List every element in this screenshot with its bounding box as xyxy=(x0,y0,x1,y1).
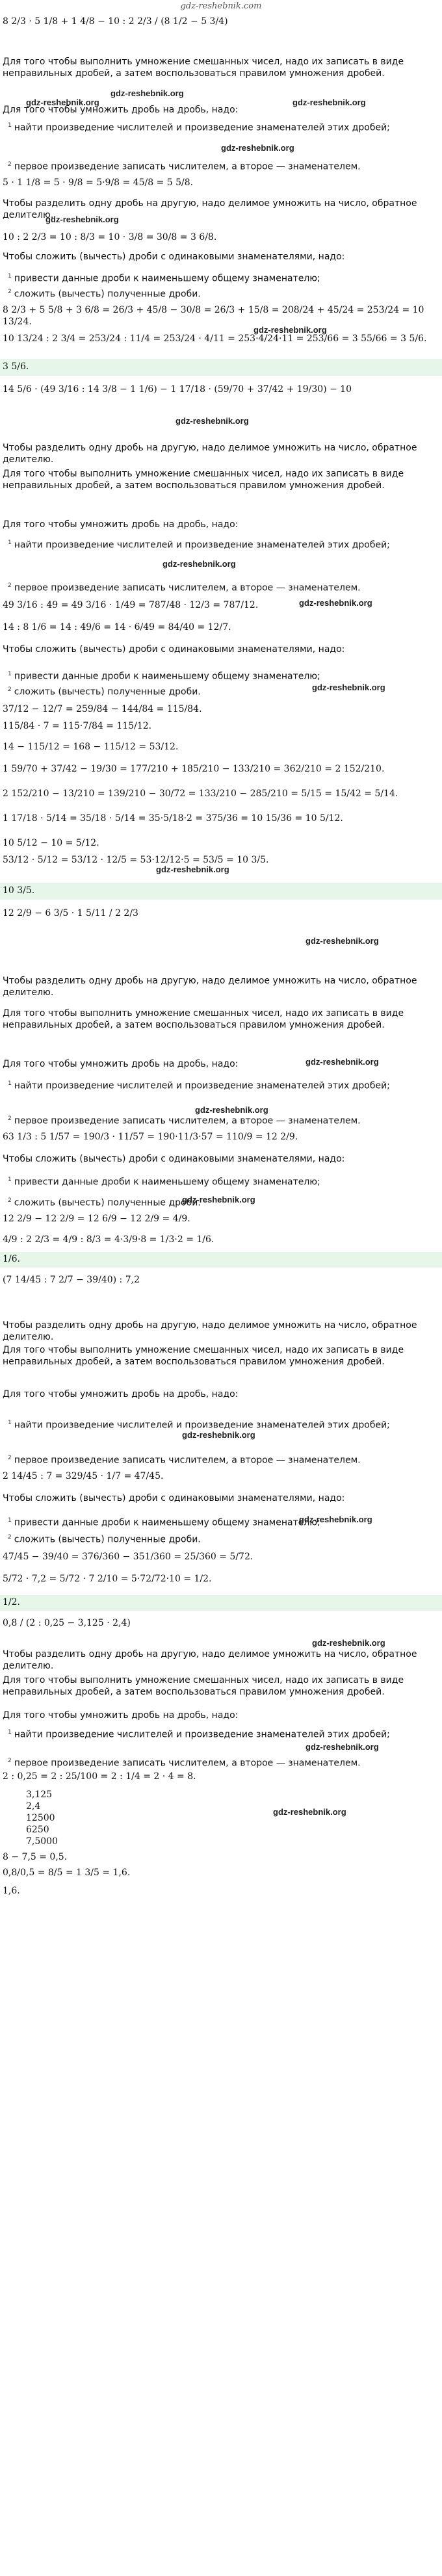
watermark: gdz-reshebnik.org xyxy=(182,1430,255,1440)
watermark: gdz-reshebnik.org xyxy=(273,1807,346,1817)
theory-multiply-intro: Для того чтобы умножить дробь на дробь, надо: xyxy=(3,105,239,115)
theory-mixed-2: Для того чтобы выполнить умножение смешанных чисел, надо их записать в виде неправильных дробей, а затем воспользоваться правилом умножения дробей. xyxy=(3,469,404,491)
theory-multiply-intro-2: Для того чтобы умножить дробь на дробь, надо: xyxy=(3,519,239,530)
task4-answer: 1/2. xyxy=(3,1597,20,1607)
add-step2-text-2: сложить (вычесть) полученные дроби. xyxy=(14,686,201,697)
task5-answer: 1,6. xyxy=(3,1886,20,1896)
multiply-step2-text: первое произведение записать числителем, а второе — знаменателем. xyxy=(14,161,361,172)
task1-answer-highlight xyxy=(0,359,442,376)
task2-step-d: 115/84 · 7 = 115·7/84 = 115/12. xyxy=(3,721,152,731)
add-step2-text: сложить (вычесть) полученные дроби. xyxy=(14,289,201,300)
watermark: gdz-reshebnik.org xyxy=(221,143,294,153)
task2-answer-highlight xyxy=(0,883,442,900)
watermark: gdz-reshebnik.org xyxy=(299,1515,372,1524)
task1-step-b: 10 : 2 2/3 = 10 : 8/3 = 10 · 3/8 = 30/8 = 3 6/8. xyxy=(3,232,217,242)
add-step1-text-3: привести данные дроби к наименьшему общему знаменателю; xyxy=(14,1177,320,1188)
task4-step-a: 2 14/45 : 7 = 329/45 · 1/7 = 47/45. xyxy=(3,1471,164,1481)
task4-expression: (7 14/45 : 7 2/7 − 39/40) : 7,2 xyxy=(3,1275,140,1285)
theory-mixed: Для того чтобы выполнить умножение смешанных чисел, надо их записать в виде неправильных дробей, а затем воспользоваться правилом умножения дробей. xyxy=(3,57,404,79)
watermark: gdz-reshebnik.org xyxy=(306,936,379,946)
watermark: gdz-reshebnik.org xyxy=(306,1057,379,1067)
theory-divide-2: Чтобы разделить одну дробь на другую, надо делимое умножить на число, обратное делителю. xyxy=(3,443,417,465)
watermark: gdz-reshebnik.org xyxy=(162,559,236,569)
task3-answer: 1/6. xyxy=(3,1254,20,1264)
task2-step-b: 14 : 8 1/6 = 14 : 49/6 = 14 · 6/49 = 84/40 = 12/7. xyxy=(3,622,231,632)
watermark: gdz-reshebnik.org xyxy=(292,98,366,107)
theory-divide-3: Чтобы разделить одну дробь на другую, надо делимое умножить на число, обратное делителю. xyxy=(3,976,417,998)
task5-mult-line5: 7,5000 xyxy=(26,1836,58,1847)
multiply-step2-2: $^2$ первое произведение записать числителем, а второе — знаменателем. xyxy=(8,582,361,593)
task2-step-e: 14 − 115/12 = 168 − 115/12 = 53/12. xyxy=(3,742,179,752)
watermark: gdz-reshebnik.org xyxy=(182,1195,255,1204)
watermark: gdz-reshebnik.org xyxy=(26,98,99,107)
add-step1-4: $^1$ привести данные дроби к наименьшему общему знаменателю; xyxy=(8,1517,320,1528)
theory-mixed-4: Для того чтобы выполнить умножение смешанных чисел, надо их записать в виде неправильных дробей, а затем воспользоваться правилом умножения дробей. xyxy=(3,1345,404,1367)
task2-step-g: 2 152/210 − 13/210 = 139/210 − 30/72 = 133/210 − 285/210 = 5/15 = 15/42 = 5/14. xyxy=(3,788,398,799)
watermark: gdz-reshebnik.org xyxy=(312,1638,385,1648)
multiply-step1-5: $^1$ найти произведение числителей и произведение знаменателей этих дробей; xyxy=(8,1729,390,1740)
task2-expression: 14 5/6 · (49 3/16 : 14 3/8 − 1 1/6) − 1 17/18 · (59/70 + 37/42 + 19/30) − 10 xyxy=(3,384,352,395)
add-step2-4: $^2$ сложить (вычесть) полученные дроби. xyxy=(8,1534,201,1545)
theory-multiply-intro-3: Для того чтобы умножить дробь на дробь, надо: xyxy=(3,1059,239,1069)
task4-step-c: 5/72 · 7,2 = 5/72 · 7 2/10 = 5·72/72·10 = 1/2. xyxy=(3,1574,212,1584)
multiply-step1-text-3: найти произведение числителей и произведение знаменателей этих дробей; xyxy=(14,1080,390,1091)
site-name[interactable]: gdz-reshebnik.com xyxy=(180,1,262,11)
task5-mult-line3: 12500 xyxy=(26,1813,55,1823)
add-step1: $^1$ привести данные дроби к наименьшему общему знаменателю; xyxy=(8,273,320,284)
page-header xyxy=(0,0,442,13)
add-step1-text-4: привести данные дроби к наименьшему общему знаменателю; xyxy=(14,1517,320,1528)
task5-mult-line1: 3,125 xyxy=(26,1789,53,1800)
task2-step-h: 1 17/18 · 5/14 = 35/18 · 5/14 = 35·5/18·2 = 375/36 = 10 15/36 = 10 5/12. xyxy=(3,813,343,824)
add-step2-3: $^2$ сложить (вычесть) полученные дроби. xyxy=(8,1197,201,1208)
task1-expression: 8 2/3 · 5 1/8 + 1 4/8 − 10 : 2 2/3 / (8 1/2 − 5 3/4) xyxy=(3,16,228,27)
task3-step-a: 63 1/3 : 5 1/57 = 190/3 · 11/57 = 190·11/3·57 = 110/9 = 12 2/9. xyxy=(3,1132,298,1142)
theory-divide-4: Чтобы разделить одну дробь на другую, надо делимое умножить на число, обратное делителю. xyxy=(3,1320,417,1342)
watermark: gdz-reshebnik.org xyxy=(46,215,119,224)
task2-step-i: 10 5/12 − 10 = 5/12. xyxy=(3,838,99,848)
watermark: gdz-reshebnik.org xyxy=(312,683,385,692)
add-step2: $^2$ сложить (вычесть) полученные дроби. xyxy=(8,289,201,300)
theory-multiply-intro-5: Для того чтобы умножить дробь на дробь, надо: xyxy=(3,1710,239,1721)
task5-step-a: 2 : 0,25 = 2 : 25/100 = 2 : 1/4 = 2 · 4 = 8. xyxy=(3,1771,196,1782)
theory-add-intro-2: Чтобы сложить (вычесть) дроби с одинаковыми знаменателями, надо: xyxy=(3,644,345,655)
multiply-step1-text-4: найти произведение числителей и произведение знаменателей этих дробей; xyxy=(14,1420,390,1431)
task2-answer: 10 3/5. xyxy=(3,885,35,896)
multiply-step1-text-2: найти произведение числителей и произведение знаменателей этих дробей; xyxy=(14,540,390,551)
theory-add-intro-3: Чтобы сложить (вычесть) дроби с одинаковыми знаменателями, надо: xyxy=(3,1154,345,1164)
task5-mult-line4: 6250 xyxy=(26,1825,49,1835)
task5-step-c: 0,8/0,5 = 8/5 = 1 3/5 = 1,6. xyxy=(3,1867,131,1878)
theory-add-intro-4: Чтобы сложить (вычесть) дроби с одинаковыми знаменателями, надо: xyxy=(3,1493,345,1503)
task2-step-j: 53/12 · 5/12 = 53/12 · 12/5 = 53·12/12·5 = 53/5 = 10 3/5. xyxy=(3,855,269,865)
multiply-step2-text-4: первое произведение записать числителем, а второе — знаменателем. xyxy=(14,1455,361,1466)
task5-step-b: 8 − 7,5 = 0,5. xyxy=(3,1852,68,1862)
task1-step-c: 8 2/3 + 5 5/8 + 3 6/8 = 26/3 + 45/8 − 30/8 = 26/3 + 15/8 = 208/24 + 45/24 = 253/24 = 10 13/24. xyxy=(3,305,424,327)
task4-answer-highlight xyxy=(0,1595,442,1611)
task2-step-a: 49 3/16 : 49 = 49 3/16 · 1/49 = 787/48 · 12/3 = 787/12. xyxy=(3,600,259,610)
watermark: gdz-reshebnik.org xyxy=(110,88,184,98)
task2-step-c: 37/12 − 12/7 = 259/84 − 144/84 = 115/84. xyxy=(3,704,202,714)
task5-mult-line2: 2,4 xyxy=(26,1801,41,1812)
task3-answer-highlight xyxy=(0,1252,442,1268)
multiply-step2-4: $^2$ первое произведение записать числителем, а второе — знаменателем. xyxy=(8,1455,361,1466)
task3-step-c: 4/9 : 2 2/3 = 4/9 : 8/3 = 4·3/9·8 = 1/3·2 = 1/6. xyxy=(3,1234,214,1245)
multiply-step2: $^2$ первое произведение записать числителем, а второе — знаменателем. xyxy=(8,161,361,172)
multiply-step2-3: $^2$ первое произведение записать числителем, а второе — знаменателем. xyxy=(8,1115,361,1126)
theory-add-intro: Чтобы сложить (вычесть) дроби с одинаковыми знаменателями, надо: xyxy=(3,252,345,262)
add-step2-2: $^2$ сложить (вычесть) полученные дроби. xyxy=(8,686,201,697)
add-step1-text: привести данные дроби к наименьшему общему знаменателю; xyxy=(14,273,320,284)
watermark: gdz-reshebnik.org xyxy=(254,325,327,335)
task1-step-a: 5 · 1 1/8 = 5 · 9/8 = 5·9/8 = 45/8 = 5 5/8. xyxy=(3,177,194,188)
watermark: gdz-reshebnik.org xyxy=(299,598,372,608)
theory-mixed-5: Для того чтобы выполнить умножение смешанных чисел, надо их записать в виде неправильных дробей, а затем воспользоваться правилом умножения дробей. xyxy=(3,1675,404,1697)
multiply-step2-text-5: первое произведение записать числителем, а второе — знаменателем. xyxy=(14,1758,361,1769)
multiply-step1: $^1$ найти произведение числителей и произведение знаменателей этих дробей; xyxy=(8,122,390,133)
theory-divide-5: Чтобы разделить одну дробь на другую, надо делимое умножить на число, обратное делителю. xyxy=(3,1649,417,1671)
multiply-step1-text: найти произведение числителей и произведение знаменателей этих дробей; xyxy=(14,122,390,133)
task2-step-f: 1 59/70 + 37/42 − 19/30 = 177/210 + 185/210 − 133/210 = 362/210 = 2 152/210. xyxy=(3,764,385,774)
multiply-step1-3: $^1$ найти произведение числителей и произведение знаменателей этих дробей; xyxy=(8,1080,390,1091)
add-step1-text-2: привести данные дроби к наименьшему общему знаменателю; xyxy=(14,671,320,682)
task4-step-b: 47/45 − 39/40 = 376/360 − 351/360 = 25/360 = 5/72. xyxy=(3,1552,254,1562)
task1-answer: 3 5/6. xyxy=(3,361,29,372)
theory-mixed-3: Для того чтобы выполнить умножение смешанных чисел, надо их записать в виде неправильных дробей, а затем воспользоваться правилом умножения дробей. xyxy=(3,1008,404,1030)
task3-step-b: 12 2/9 − 12 2/9 = 12 6/9 − 12 2/9 = 4/9. xyxy=(3,1214,190,1224)
multiply-step1-2: $^1$ найти произведение числителей и произведение знаменателей этих дробей; xyxy=(8,540,390,551)
add-step2-text-3: сложить (вычесть) полученные дроби. xyxy=(14,1197,201,1208)
watermark: gdz-reshebnik.org xyxy=(306,1742,379,1752)
watermark: gdz-reshebnik.org xyxy=(176,416,249,426)
multiply-step1-text-5: найти произведение числителей и произведение знаменателей этих дробей; xyxy=(14,1729,390,1740)
theory-divide: Чтобы разделить одну дробь на другую, надо делимое умножить на число, обратное делителю. xyxy=(3,198,417,220)
task3-expression: 12 2/9 − 6 3/5 · 1 5/11 / 2 2/3 xyxy=(3,908,138,918)
watermark: gdz-reshebnik.org xyxy=(195,1105,268,1115)
multiply-step2-text-3: первое произведение записать числителем, а второе — знаменателем. xyxy=(14,1115,361,1126)
multiply-step2-text-2: первое произведение записать числителем, а второе — знаменателем. xyxy=(14,582,361,593)
watermark: gdz-reshebnik.org xyxy=(156,865,229,874)
multiply-step2-5: $^2$ первое произведение записать числителем, а второе — знаменателем. xyxy=(8,1758,361,1769)
add-step2-text-4: сложить (вычесть) полученные дроби. xyxy=(14,1534,201,1545)
add-step1-3: $^1$ привести данные дроби к наименьшему общему знаменателю; xyxy=(8,1177,320,1188)
theory-multiply-intro-4: Для того чтобы умножить дробь на дробь, надо: xyxy=(3,1389,239,1399)
add-step1-2: $^1$ привести данные дроби к наименьшему общему знаменателю; xyxy=(8,671,320,682)
task1-step-d: 10 13/24 : 2 3/4 = 253/24 : 11/4 = 253/24 · 4/11 = 253·4/24·11 = 253/66 = 3 55/66 = 3 5/6. xyxy=(3,333,427,344)
task5-expression: 0,8 / (2 : 0,25 − 3,125 · 2,4) xyxy=(3,1618,131,1628)
multiply-step1-4: $^1$ найти произведение числителей и произведение знаменателей этих дробей; xyxy=(8,1420,390,1431)
